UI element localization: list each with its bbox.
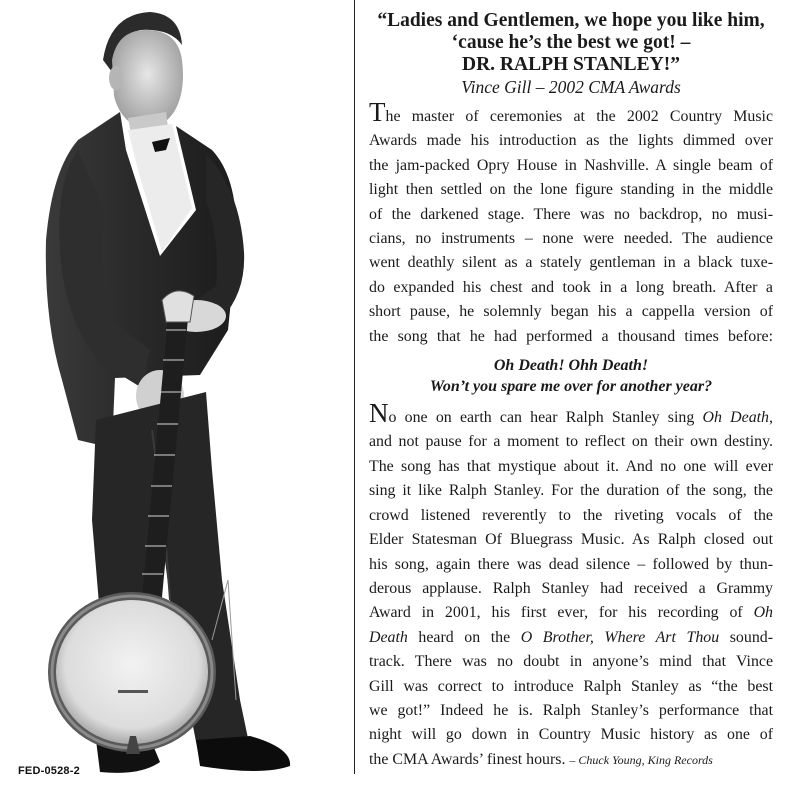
text-line: No one on earth can hear Ralph Stanley sing Oh Death, bbox=[369, 398, 773, 429]
text-line: Elder Statesman Of Bluegrass Music. As Ralph closed out bbox=[369, 531, 773, 549]
text-line: light then settled on the lone figure standing in the middle bbox=[369, 181, 773, 199]
text-line: went deathly silent as a stately gentleman in a black tuxe- bbox=[369, 254, 773, 272]
album-title: O Brother, Where Art Thou bbox=[520, 628, 720, 646]
man-with-banjo-illustration bbox=[0, 0, 352, 800]
text-line: short pause, he solemnly began his a cappella version of bbox=[369, 303, 773, 321]
lyric-line: Won’t you spare me over for another year? bbox=[429, 378, 713, 396]
drop-cap: N bbox=[369, 398, 389, 429]
liner-notes bbox=[369, 10, 773, 790]
text-line: the jam-packed Opry House in Nashville. A single beam of bbox=[369, 156, 773, 174]
quote-line: “Ladies and Gentlemen, we hope you like him, bbox=[377, 10, 765, 31]
song-title: Oh bbox=[753, 604, 773, 622]
drop-cap: T bbox=[369, 97, 386, 127]
column-divider bbox=[354, 0, 355, 774]
text-line: of the darkened stage. There was no backdrop, no musi- bbox=[369, 205, 773, 223]
quote-attribution: Vince Gill – 2002 CMA Awards bbox=[461, 77, 681, 97]
text-line: and not pause for a moment to reflect on their own destiny. bbox=[369, 433, 773, 451]
headline-quote bbox=[369, 10, 773, 76]
text-line: night will go down in Country Music history as one of bbox=[369, 726, 773, 744]
text-line: crowd listened reverently to the riveting vocals of the bbox=[369, 506, 773, 524]
quote-line: ‘cause he’s the best we got! – bbox=[451, 32, 691, 53]
song-title: Death bbox=[369, 628, 408, 646]
text-line: derous applause. Ralph Stanley had received a Grammy bbox=[369, 579, 773, 597]
text-line: do expanded his chest and took in a long breath. After a bbox=[369, 278, 773, 296]
text-line: the CMA Awards’ finest hours. – Chuck Young, King Records bbox=[369, 750, 713, 768]
quote-line: DR. RALPH STANLEY!” bbox=[462, 54, 680, 75]
text-line: sing it like Ralph Stanley. For the duration of the song, the bbox=[369, 482, 773, 500]
text-line: Gill was correct to introduce Ralph Stanley as “the best bbox=[369, 677, 773, 695]
song-lyric bbox=[369, 355, 773, 397]
text-line: Death heard on the O Brother, Where Art Thou sound- bbox=[369, 628, 774, 646]
paragraph-intro bbox=[369, 97, 773, 349]
text-line: Award in 2001, his first ever, for his recording of Oh bbox=[369, 604, 773, 622]
text-line: The song has that mystique about it. And no one will ever bbox=[369, 457, 773, 475]
text-line: cians, no instruments – none were needed. The audience bbox=[369, 230, 773, 248]
paragraph-body bbox=[369, 398, 774, 772]
text-line: his song, again there was dead silence – followed by thun- bbox=[369, 555, 773, 573]
text-line: The master of ceremonies at the 2002 Country Music bbox=[369, 97, 773, 127]
text-line: we got!” Indeed he is. Ralph Stanley’s performance that bbox=[369, 701, 773, 719]
author-credit: – Chuck Young, King Records bbox=[569, 752, 713, 767]
text-line: track. There was no doubt in anyone’s mind that Vince bbox=[369, 653, 773, 671]
song-title: Oh Death bbox=[702, 409, 770, 427]
catalog-number: FED-0528-2 bbox=[18, 765, 80, 777]
lyric-line: Oh Death! Ohh Death! bbox=[493, 357, 649, 375]
ralph-stanley-photo bbox=[0, 0, 352, 800]
text-line: Awards made his introduction as the lights dimmed over bbox=[369, 132, 773, 150]
text-line: the song that he had performed a thousand times before: bbox=[369, 327, 773, 345]
